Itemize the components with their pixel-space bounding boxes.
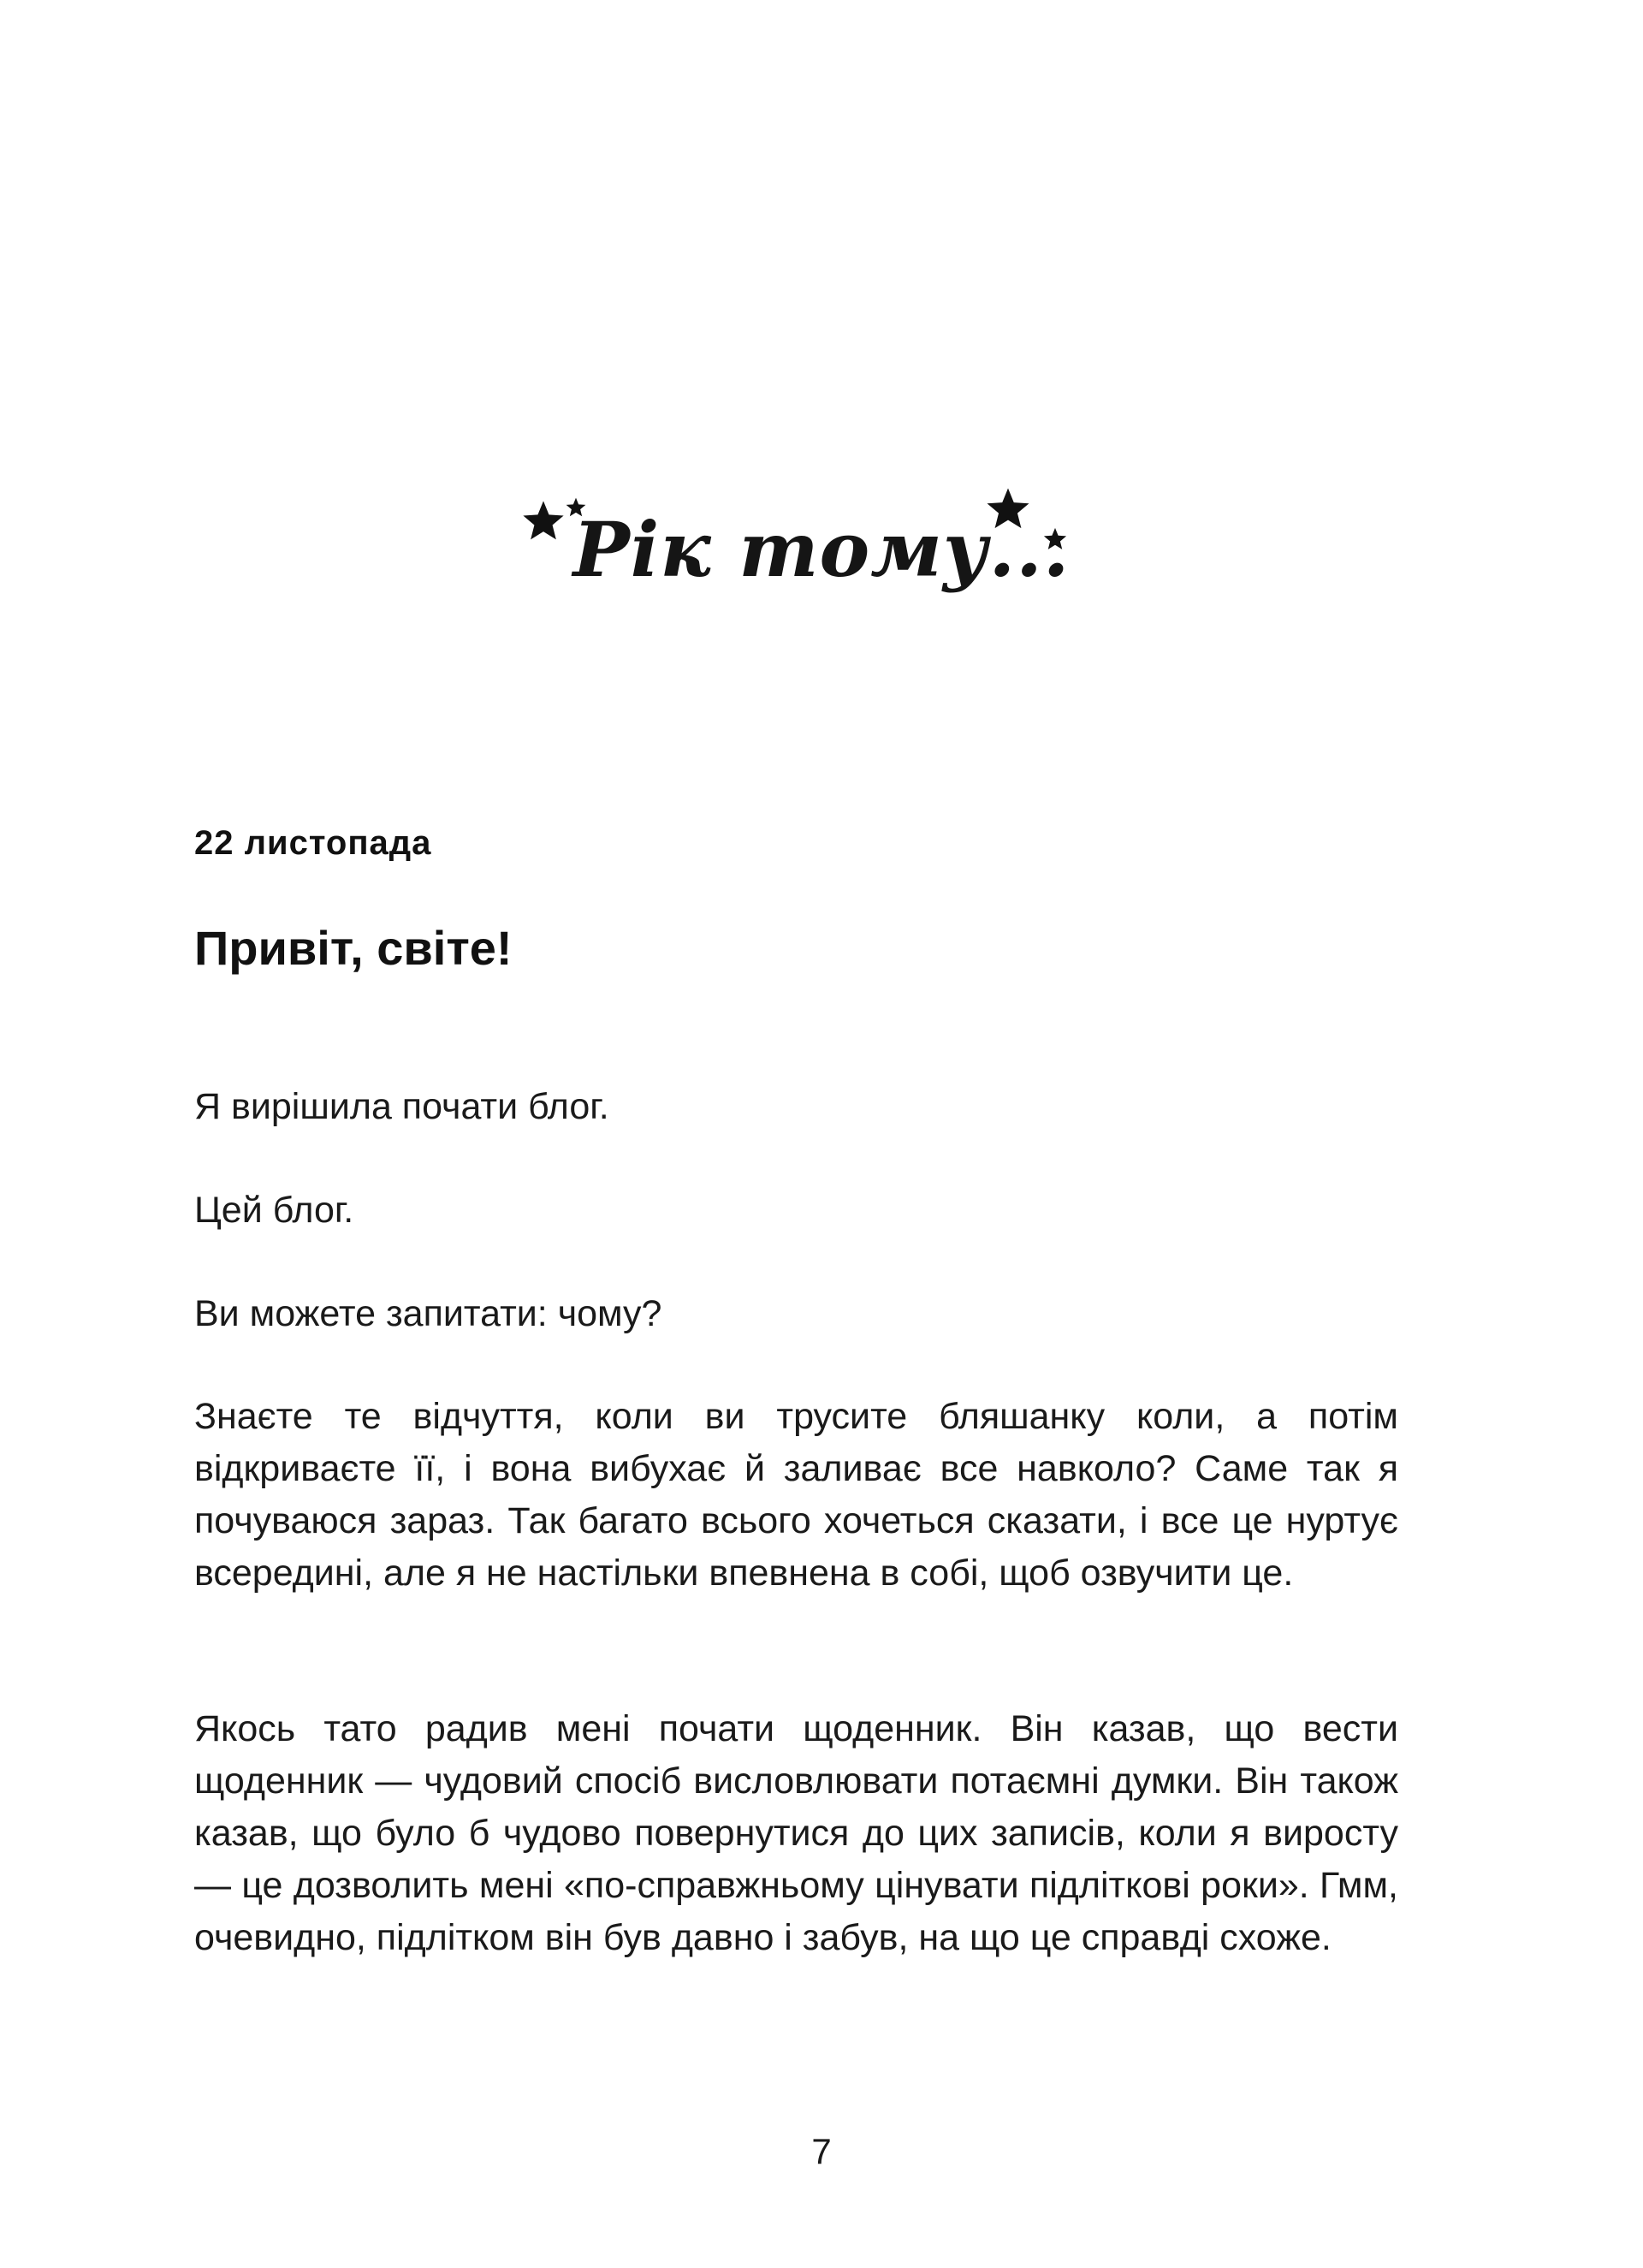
chapter-title: Рік тому... — [572, 505, 1071, 594]
paragraph: Я вирішила почати блог. — [194, 1086, 609, 1127]
chapter-heading — [0, 462, 1643, 633]
paragraph: Знаєте те відчуття, коли ви трусите бляшанку коли, а потім відкриваєте її, і вона вибухає й заливає все навколо? Саме так я почуваюся зараз. Так багато всього хочеться сказати, і все це нуртує всередині, але я не настільки впевнена в собі, щоб озвучити це. — [194, 1396, 1398, 1594]
paragraph: Цей блог. — [194, 1190, 354, 1231]
entry-title: Привіт, світе! — [194, 921, 513, 975]
paragraph: Ви можете запитати: чому? — [194, 1293, 662, 1334]
paragraph: Якось тато радив мені почати щоденник. Він казав, що вести щоденник — чудовий спосіб висловлювати потаємні думки. Він також казав, що було б чудово повернутися до цих записів, коли я виросту — це дозволить мені «по-справжньому цінувати підліткові роки». Гмм, очевидно, підлітком він був давно і забув, на що це справді схоже. — [194, 1708, 1398, 1958]
entry-date: 22 листопада — [194, 824, 432, 862]
page-number: 7 — [811, 2131, 832, 2171]
